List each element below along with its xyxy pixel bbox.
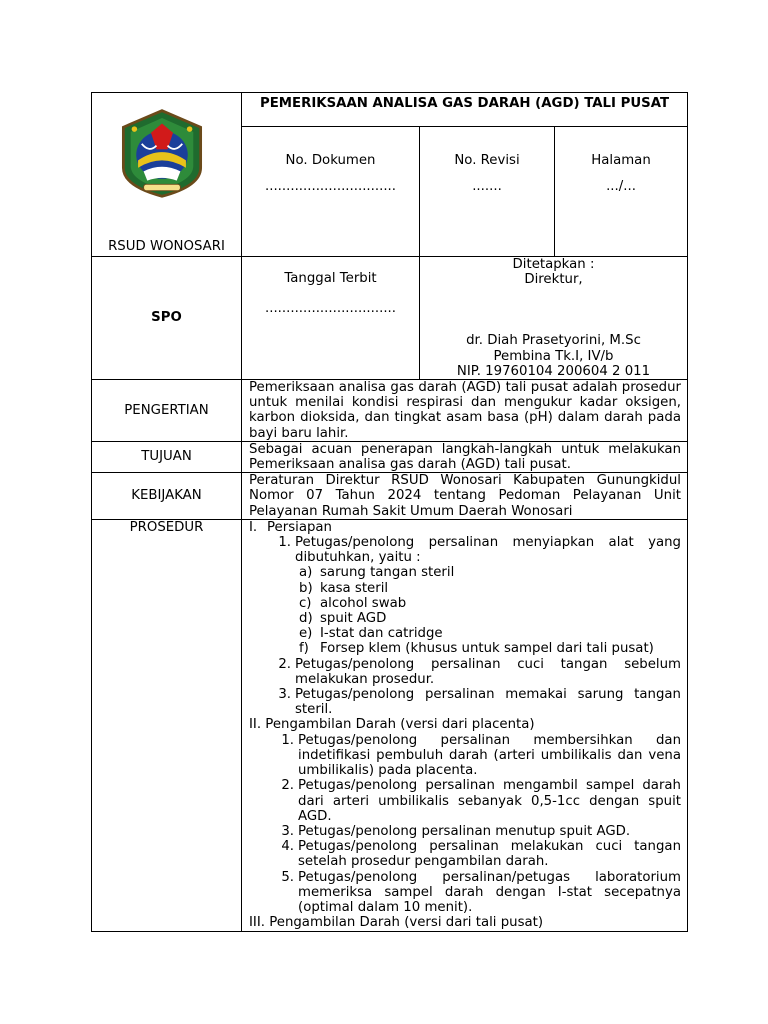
tanggal-terbit-cell xyxy=(242,257,420,380)
item-text: sarung tangan steril xyxy=(320,565,455,581)
item-text: spuit AGD xyxy=(320,611,387,627)
item-text: kasa steril xyxy=(320,580,389,596)
list-item xyxy=(249,596,681,611)
item-number: a) xyxy=(299,565,313,581)
list-item xyxy=(249,733,681,779)
halaman-cell xyxy=(555,127,688,257)
hospital-logo-icon xyxy=(116,107,208,199)
no-revisi-cell xyxy=(420,127,555,257)
item-number: d) xyxy=(299,611,313,627)
list-item xyxy=(249,870,681,916)
item-number: 2. xyxy=(278,656,291,672)
item-text: Petugas/penolong persalinan memakai sarung tangan steril. xyxy=(295,687,681,718)
kebijakan-label: KEBIJAKAN xyxy=(92,473,242,520)
item-number: c) xyxy=(299,595,312,611)
list-item xyxy=(249,641,681,656)
section-number: I. xyxy=(249,519,258,535)
item-text: Petugas/penolong persalinan mengambil sampel darah dari arteri umbilikalis sebanyak 0,5-1cc dengan spuit AGD. xyxy=(298,778,681,824)
pengertian-label: PENGERTIAN xyxy=(92,380,242,442)
item-text: Petugas/penolong persalinan melakukan cuci tangan setelah prosedur pengambilan darah. xyxy=(298,839,681,870)
section-title: III. Pengambilan Darah (versi dari tali pusat) xyxy=(249,915,544,931)
spo-document xyxy=(91,92,687,932)
direktur-label: Direktur, xyxy=(524,272,583,288)
list-item xyxy=(249,535,681,565)
pengertian-text: Pemeriksaan analisa gas darah (AGD) tali pusat adalah prosedur untuk menilai kondisi respirasi dan mengukur kadar oksigen, karbon dioksida, dan tingkat asam basa (pH) dalam darah pada bayi baru lahir. xyxy=(242,380,688,442)
no-dokumen-value: ............................... xyxy=(264,179,397,195)
tanggal-terbit-label: Tanggal Terbit xyxy=(284,271,377,286)
item-number: 5. xyxy=(281,869,294,885)
halaman-value: .../... xyxy=(606,179,636,195)
item-number: e) xyxy=(299,626,313,642)
list-item xyxy=(249,626,681,641)
no-revisi-value: ....... xyxy=(472,179,502,195)
item-number: 4. xyxy=(281,839,294,855)
spo-label: SPO xyxy=(92,257,242,380)
kebijakan-text: Peraturan Direktur RSUD Wonosari Kabupaten Gunungkidul Nomor 07 Tahun 2024 tentang Pedoman Pelayanan Unit Pelayanan Rumah Sakit Umum Daerah Wonosari xyxy=(242,473,688,520)
list-item xyxy=(249,611,681,626)
tanggal-terbit-value: ............................... xyxy=(264,301,397,317)
ditetapkan-label: Ditetapkan : xyxy=(512,257,595,272)
section-persiapan xyxy=(249,520,681,535)
item-number: 1. xyxy=(278,535,291,551)
tujuan-text: Sebagai acuan penerapan langkah-langkah untuk melakukan Pemeriksaan analisa gas darah (AGD) tali pusat. xyxy=(242,441,688,472)
director-rank: Pembina Tk.I, IV/b xyxy=(493,348,614,364)
list-item xyxy=(249,839,681,869)
section-title: II. Pengambilan Darah (versi dari placenta) xyxy=(249,717,535,733)
item-text: Petugas/penolong persalinan/petugas laboratorium memeriksa sampel darah dengan I-stat secepatnya (optimal dalam 10 menit). xyxy=(298,869,681,915)
item-number: b) xyxy=(299,580,313,596)
item-number: 3. xyxy=(278,687,291,703)
list-item xyxy=(249,824,681,839)
spo-table xyxy=(91,92,688,932)
hospital-name: RSUD WONOSARI xyxy=(108,238,225,254)
director-nip: NIP. 19760104 200604 2 011 xyxy=(456,363,651,379)
item-text: Petugas/penolong persalinan membersihkan dan indetifikasi pembuluh darah (arteri umbilikalis dan vena umbilikalis) pada placenta. xyxy=(298,732,681,779)
list-item xyxy=(249,581,681,596)
item-text: Forsep klem (khusus untuk sampel dari tali pusat) xyxy=(320,641,654,657)
list-item xyxy=(249,778,681,824)
tujuan-label: TUJUAN xyxy=(92,441,242,472)
section-pengambilan-placenta xyxy=(249,717,681,732)
item-text: Petugas/penolong persalinan cuci tangan sebelum melakukan prosedur. xyxy=(295,656,681,687)
list-item xyxy=(249,687,681,717)
item-number: 2. xyxy=(281,778,294,794)
ditetapkan-cell xyxy=(420,257,688,380)
item-number: 3. xyxy=(281,823,294,839)
prosedur-label: PROSEDUR xyxy=(92,519,242,931)
item-number: 1. xyxy=(281,732,294,748)
document-title: PEMERIKSAAN ANALISA GAS DARAH (AGD) TALI PUSAT xyxy=(242,93,688,127)
list-item xyxy=(249,657,681,687)
item-text: Petugas/penolong persalinan menutup spuit AGD. xyxy=(298,823,631,839)
no-dokumen-cell xyxy=(242,127,420,257)
item-text: alcohol swab xyxy=(320,595,407,611)
section-title: Persiapan xyxy=(267,519,332,535)
item-number: f) xyxy=(299,641,309,657)
item-text: Petugas/penolong persalinan menyiapkan alat yang dibutuhkan, yaitu : xyxy=(295,535,681,566)
no-revisi-label: No. Revisi xyxy=(454,153,520,168)
prosedur-content xyxy=(242,519,688,931)
halaman-label: Halaman xyxy=(591,153,651,168)
no-dokumen-label: No. Dokumen xyxy=(285,153,376,168)
logo-cell xyxy=(92,93,242,257)
item-text: I-stat dan catridge xyxy=(320,626,443,642)
section-pengambilan-tali-pusat xyxy=(249,915,681,931)
list-item xyxy=(249,565,681,580)
director-name: dr. Diah Prasetyorini, M.Sc xyxy=(466,333,641,349)
